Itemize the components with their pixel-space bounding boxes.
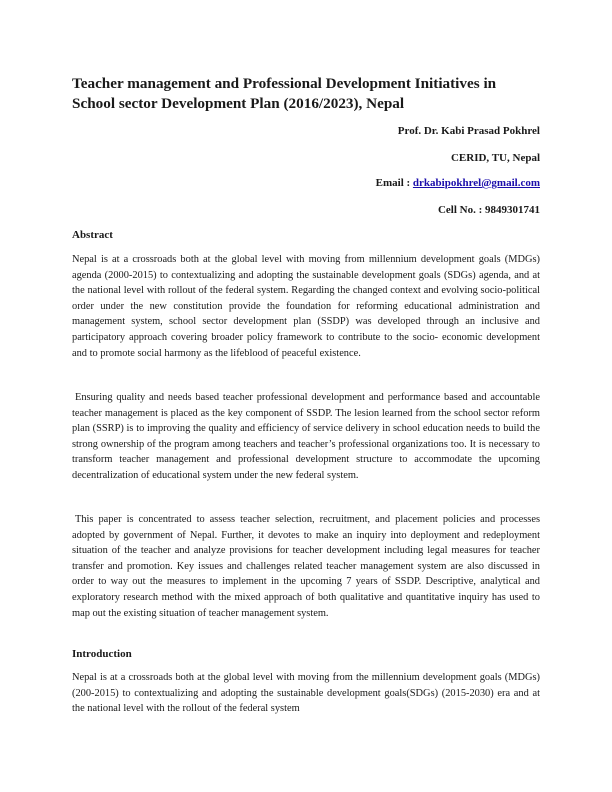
email-label: Email : [375,177,413,189]
cell-label: Cell No. : [437,204,485,216]
abstract-paragraph-1: Nepal is at a crossroads both at the global level with moving from millennium development goals (MDGs) agenda (2000-2015) to contextualizing and adopting the sustainable development goals (SDGs) agenda, and at the national level with rollout of the federal system. Regarding the changed context and evolving socio-political order under the new constitution provide the foundation for reforming educational administration and management system, school sector development plan (SSDP) was developed through an inclusive and participatory approach covering broader policy framework to contribute to the socio- economic development and to promote social harmony as the lifeblood of peaceful existence. [72,254,540,359]
email-link[interactable]: drkabipokhrel@gmail.com [412,177,540,189]
abstract-paragraph-3: This paper is concentrated to assess teacher selection, recruitment, and placement policies and processes adopted by government of Nepal. Further, it devotes to make an inquiry into deployment and redeployment situation of the teacher and analyze provisions for teacher development including legal measures for teacher transfer and promotion. Key issues and challenges related teacher management system are also discussed in order to way out the measures to implement in the upcoming 7 years of SSDP. Descriptive, analytical and exploratory research method with the mixed approach of both qualitative and quantitative inquiry has used to map out the existing situation of teacher management system. [72,514,540,619]
abstract-heading: Abstract [72,229,113,241]
paper-title: Teacher management and Professional Development Initiatives in School sector Development Plan (2016/2023), Nepal [72,75,497,112]
author-affiliation: CERID, TU, Nepal [450,152,540,164]
author-email [376,177,540,189]
introduction-heading: Introduction [72,648,132,660]
cell-number: 9849301741 [485,204,540,216]
author-name: Prof. Dr. Kabi Prasad Pokhrel [397,125,540,137]
author-cell [438,204,540,216]
introduction-paragraph-1: Nepal is at a crossroads both at the global level with moving from the millennium development goals (MDGs) (200-2015) to contextualizing and adopting the sustainable development goals(SDGs) (2015-2030) era and at the national level with the rollout of the federal system [72,672,540,715]
abstract-paragraph-2: Ensuring quality and needs based teacher professional development and performance based and accountable teacher management is placed as the key component of SSDP. The lesion learned from the school sector reform plan (SSRP) is to improving the quality and efficiency of service delivery in school education needs to build the strong ownership of the program among teachers and teacher’s professional organizations too. It is necessary to transform teacher management and professional development structure to accommodate the upcoming decentralization of educational system under the new federal system. [72,392,540,481]
